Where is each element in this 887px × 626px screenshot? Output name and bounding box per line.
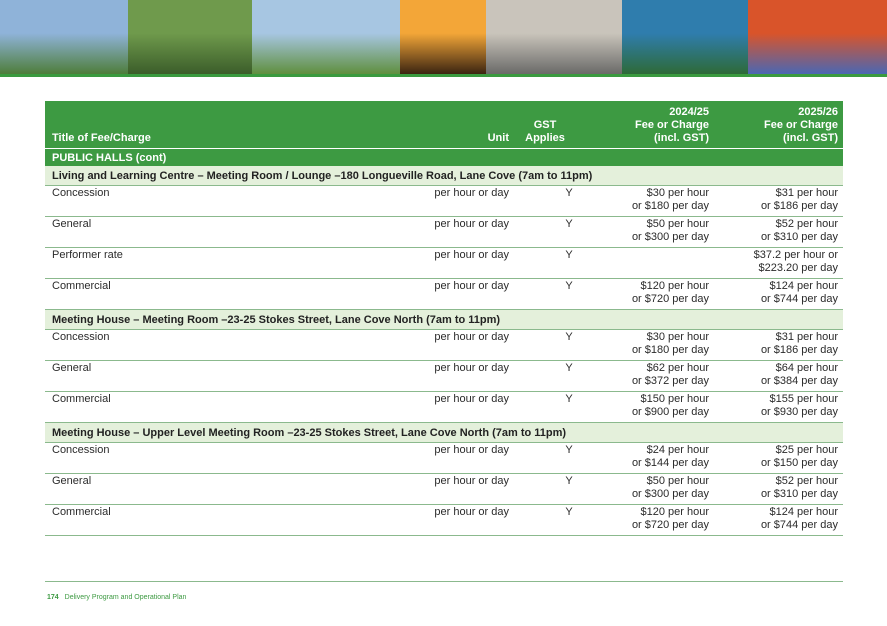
gst-applies: Y bbox=[565, 393, 573, 405]
fee-line: or $900 per day bbox=[631, 406, 709, 418]
fee-2024-25 bbox=[632, 362, 709, 388]
fee-2025-26 bbox=[761, 187, 838, 213]
banner-photo-strip bbox=[0, 0, 887, 74]
fee-line: $50 per hour bbox=[646, 218, 709, 230]
fee-line: or $180 per day bbox=[631, 200, 709, 212]
fee-unit: per hour or day bbox=[434, 475, 509, 487]
fee-line: $64 per hour bbox=[775, 362, 838, 374]
table-row bbox=[45, 392, 843, 423]
fee-unit: per hour or day bbox=[434, 393, 509, 405]
table-row bbox=[45, 248, 843, 279]
fee-2024-25 bbox=[632, 475, 709, 501]
fee-title: Concession bbox=[52, 331, 110, 343]
fee-line: $24 per hour bbox=[646, 444, 709, 456]
fee-line: or $720 per day bbox=[631, 293, 709, 305]
fee-title: Commercial bbox=[52, 280, 111, 292]
fee-line: $124 per hour bbox=[769, 280, 838, 292]
banner-divider bbox=[0, 74, 887, 77]
fee-line: $31 per hour bbox=[775, 187, 838, 199]
header-gst bbox=[515, 119, 575, 145]
fee-line: $124 per hour bbox=[769, 506, 838, 518]
fee-title: General bbox=[52, 475, 92, 487]
gst-applies: Y bbox=[565, 331, 573, 343]
fee-title: Performer rate bbox=[52, 249, 123, 261]
section-title: PUBLIC HALLS (cont) bbox=[45, 148, 843, 166]
fee-line: $155 per hour bbox=[769, 393, 838, 405]
fee-line: $30 per hour bbox=[646, 187, 709, 199]
fee-line: $120 per hour bbox=[640, 506, 709, 518]
table-row bbox=[45, 505, 843, 536]
fee-2024-25 bbox=[632, 444, 709, 470]
gst-applies: Y bbox=[565, 218, 573, 230]
fee-2024-25 bbox=[632, 218, 709, 244]
park-pavilion-photo bbox=[0, 0, 128, 74]
fee-2025-26 bbox=[761, 444, 838, 470]
fee-line: $30 per hour bbox=[646, 331, 709, 343]
header-unit: Unit bbox=[487, 132, 509, 144]
table-row bbox=[45, 474, 843, 505]
fee-unit: per hour or day bbox=[434, 444, 509, 456]
venue-name-line: Living and Learning Centre – Meeting Room / Lounge – bbox=[52, 170, 341, 182]
fee-title: Concession bbox=[52, 187, 110, 199]
fee-line: or $186 per day bbox=[760, 200, 838, 212]
fee-line: or $384 per day bbox=[760, 375, 838, 387]
festival-lion-dance-photo bbox=[748, 0, 887, 74]
fee-2025-26 bbox=[761, 331, 838, 357]
header-gst-line-1: GST bbox=[533, 119, 557, 131]
table-row bbox=[45, 279, 843, 310]
fee-2024-25 bbox=[632, 187, 709, 213]
fee-2025-26 bbox=[761, 475, 838, 501]
header-year2-line-1: 2025/26 bbox=[798, 106, 838, 118]
fee-table bbox=[45, 101, 843, 536]
fee-2025-26 bbox=[761, 393, 838, 419]
fee-2024-25 bbox=[632, 280, 709, 306]
gst-applies: Y bbox=[565, 187, 573, 199]
bottom-divider bbox=[45, 581, 843, 582]
fee-unit: per hour or day bbox=[434, 187, 509, 199]
table-row bbox=[45, 217, 843, 248]
venue-name-line: 180 Longueville Road, Lane Cove (7am to 11pm) bbox=[340, 170, 593, 182]
fee-line: $52 per hour bbox=[775, 218, 838, 230]
table-header bbox=[45, 101, 843, 148]
outdoor-screen-photo bbox=[252, 0, 400, 74]
header-gst-line-2: Applies bbox=[525, 132, 565, 144]
fee-unit: per hour or day bbox=[434, 280, 509, 292]
fee-line: or $372 per day bbox=[631, 375, 709, 387]
header-year1-line-2: Fee or Charge bbox=[635, 119, 709, 131]
gst-applies: Y bbox=[565, 249, 573, 261]
fee-2025-26 bbox=[754, 249, 838, 275]
header-year1 bbox=[635, 106, 709, 145]
header-year2-line-2: Fee or Charge bbox=[764, 119, 838, 131]
fee-title: General bbox=[52, 218, 92, 230]
fee-line: $150 per hour bbox=[640, 393, 709, 405]
venue-name-line: 23-25 Stokes Street, Lane Cove North (7am to 11pm) bbox=[227, 314, 501, 326]
venue-name-line: 23-25 Stokes Street, Lane Cove North (7am to 11pm) bbox=[293, 427, 567, 439]
fee-line: $25 per hour bbox=[775, 444, 838, 456]
fee-line: or $186 per day bbox=[760, 344, 838, 356]
fee-2025-26 bbox=[761, 362, 838, 388]
venue-heading bbox=[45, 310, 843, 330]
header-year2-line-3: (incl. GST) bbox=[783, 132, 838, 144]
page-number: 174 bbox=[47, 594, 59, 601]
fee-unit: per hour or day bbox=[434, 362, 509, 374]
fee-2024-25 bbox=[632, 506, 709, 532]
dog-agility-photo bbox=[128, 0, 252, 74]
header-year2 bbox=[764, 106, 838, 145]
fee-line: or $744 per day bbox=[760, 519, 838, 531]
table-row bbox=[45, 443, 843, 474]
fee-line: $50 per hour bbox=[646, 475, 709, 487]
fee-line: $120 per hour bbox=[640, 280, 709, 292]
gst-applies: Y bbox=[565, 280, 573, 292]
fee-2024-25 bbox=[632, 393, 709, 419]
fee-line: $223.20 per day bbox=[758, 262, 838, 274]
fee-unit: per hour or day bbox=[434, 331, 509, 343]
fee-title: Commercial bbox=[52, 393, 111, 405]
document-title: Delivery Program and Operational Plan bbox=[64, 594, 187, 601]
gst-applies: Y bbox=[565, 475, 573, 487]
header-title: Title of Fee/Charge bbox=[52, 132, 151, 144]
fee-line: or $300 per day bbox=[631, 488, 709, 500]
fee-unit: per hour or day bbox=[434, 218, 509, 230]
fee-line: or $180 per day bbox=[631, 344, 709, 356]
fee-line: or $310 per day bbox=[760, 488, 838, 500]
kookaburra-sunset-photo bbox=[400, 0, 486, 74]
table-row bbox=[45, 186, 843, 217]
fee-line: $62 per hour bbox=[646, 362, 709, 374]
fee-2025-26 bbox=[761, 218, 838, 244]
fee-2025-26 bbox=[761, 506, 838, 532]
fee-title: General bbox=[52, 362, 92, 374]
fee-title: Commercial bbox=[52, 506, 111, 518]
fee-title: Concession bbox=[52, 444, 110, 456]
table-body bbox=[45, 166, 843, 536]
fee-line: or $720 per day bbox=[631, 519, 709, 531]
header-year1-line-3: (incl. GST) bbox=[654, 132, 709, 144]
fee-line: $52 per hour bbox=[775, 475, 838, 487]
fee-2024-25 bbox=[632, 331, 709, 357]
fee-line: or $144 per day bbox=[631, 457, 709, 469]
venue-heading bbox=[45, 423, 843, 443]
fee-line: or $150 per day bbox=[760, 457, 838, 469]
fee-line: or $300 per day bbox=[631, 231, 709, 243]
fee-line: or $930 per day bbox=[760, 406, 838, 418]
gst-applies: Y bbox=[565, 444, 573, 456]
fee-line: or $744 per day bbox=[760, 293, 838, 305]
fee-line: or $310 per day bbox=[760, 231, 838, 243]
fee-unit: per hour or day bbox=[434, 249, 509, 261]
venue-name-line: Meeting House – Upper Level Meeting Room – bbox=[52, 427, 294, 439]
fee-unit: per hour or day bbox=[434, 506, 509, 518]
table-row bbox=[45, 330, 843, 361]
river-kayak-photo bbox=[622, 0, 748, 74]
header-year1-line-1: 2024/25 bbox=[669, 106, 709, 118]
street-shops-photo bbox=[486, 0, 622, 74]
fee-line: $37.2 per hour or bbox=[753, 249, 838, 261]
fee-line: $31 per hour bbox=[775, 331, 838, 343]
table-row bbox=[45, 361, 843, 392]
venue-heading bbox=[45, 166, 843, 186]
venue-name-line: Meeting House – Meeting Room – bbox=[52, 314, 228, 326]
fee-2025-26 bbox=[761, 280, 838, 306]
gst-applies: Y bbox=[565, 362, 573, 374]
gst-applies: Y bbox=[565, 506, 573, 518]
page-footer bbox=[47, 594, 186, 601]
